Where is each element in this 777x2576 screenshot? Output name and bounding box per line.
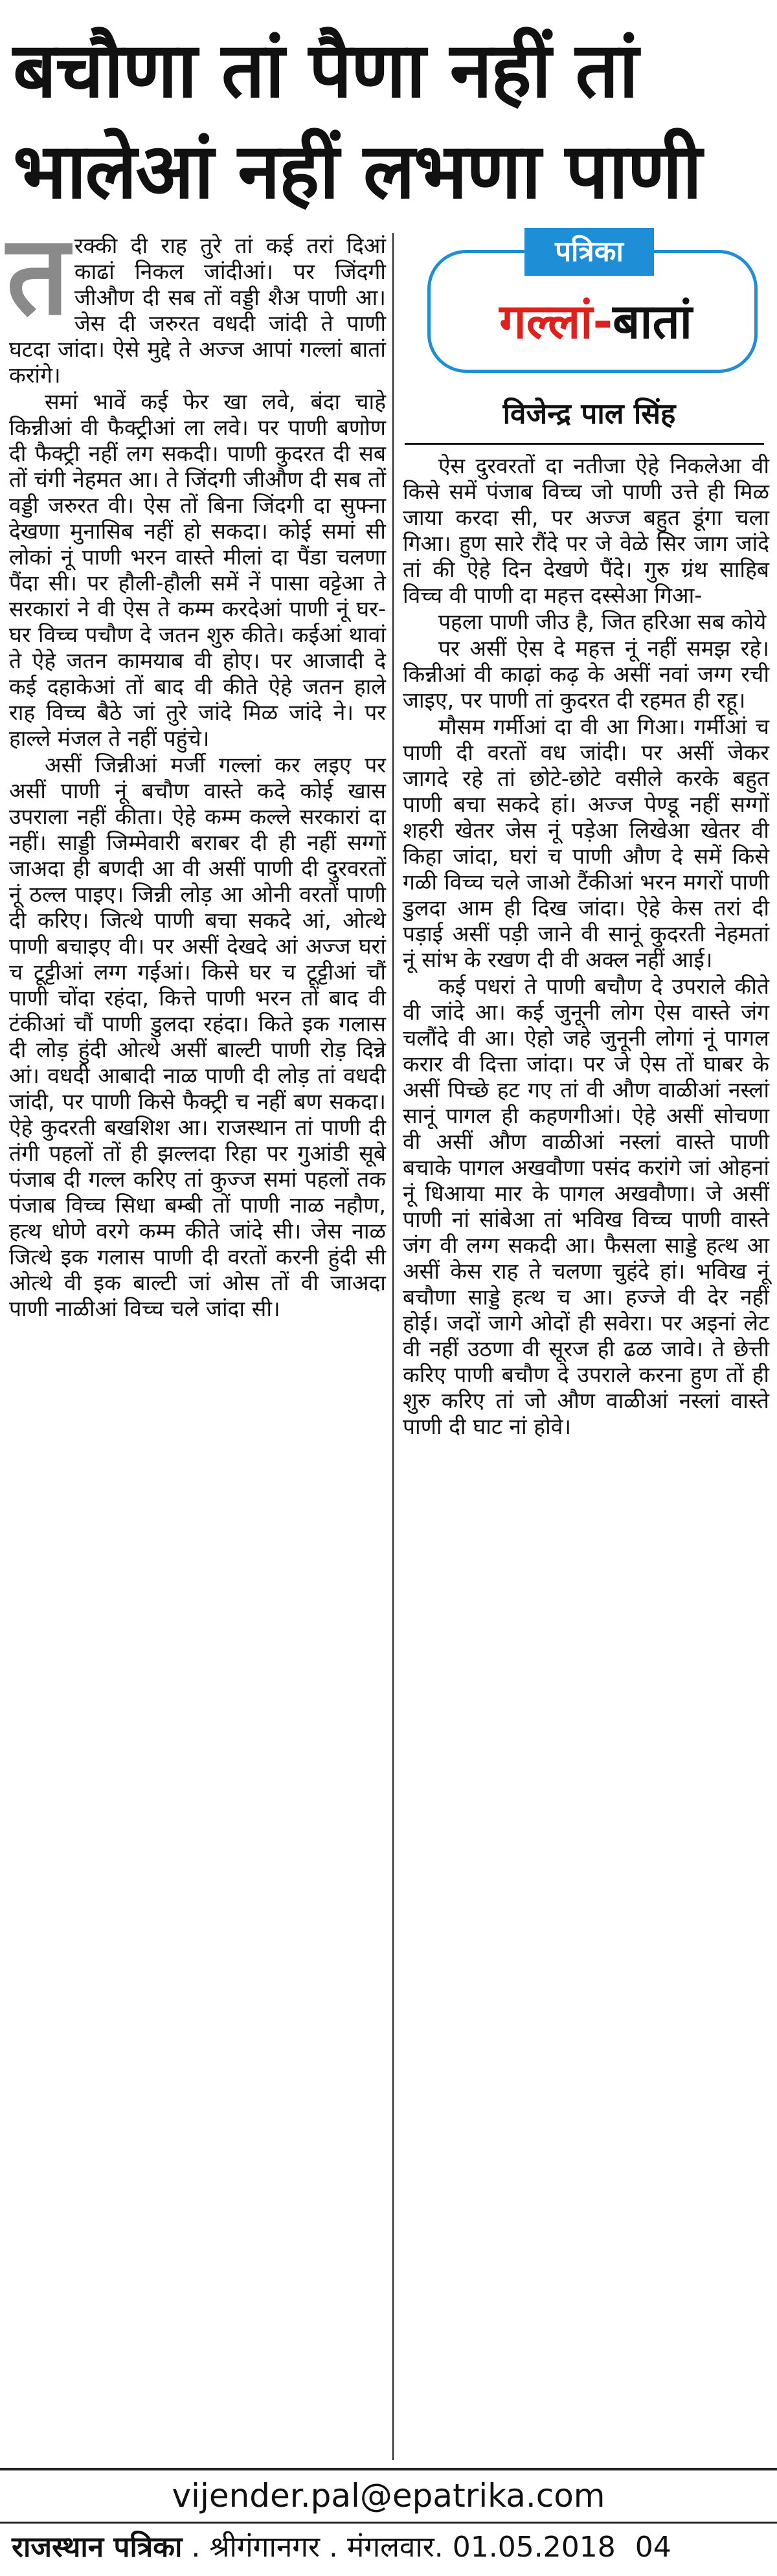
article-column-left [6, 212, 386, 1322]
footer-day: मंगलवार [347, 2531, 434, 2564]
footer-divider-bottom [0, 2522, 777, 2524]
footer-separator: . [320, 2531, 348, 2564]
article-column-right [403, 453, 769, 1440]
article-paragraph: मौसम गर्मीआं दा वी आ गिआ। गर्मीआं च पाणी दी वरतों वध जांदी। पर असीं जेकर जागदे रहे तां छोटे-छोटे वसीले करके बहुत पाणी बचा सकदे हां। अज्ज पेण्डू नहीं सग्गों शहरी खेतर जेस नूं पड़ेआ लिखेआ खेतर वी किहा जांदा, घरां च पाणी औण दे समें किसे गळी विच्च चले जाओ टैंकीआं भरन मगरों पाणी डुलदा आम ही दिख जांदा। ऐहे केस तरां दी पड़ाई असीं पड़ी जाने वी सानूं कुदरती नेहमतां नूं सांभ के रखण दी वी अक्ल नहीं आई। [403, 714, 769, 972]
article-paragraph: कई पधरां ते पाणी बचौण दे उपराले कीते वी जांदे आ। कई जुनूनी लोग ऐस वास्ते जंग चलौंदे वी आ। ऐहो जहे जुनूनी लोगां नूं पागल करार वी दित्ता जांदा। पर जे ऐस तों घाबर के असीं पिच्छे हट गए तां वी औण वाळीआं नस्लां सानूं पागल ही कहणगीआं। ऐहे असीं सोचणा वी असीं औण वाळीआं नस्लां वास्ते पाणी बचाके पागल अखवौणा पसंद करांगे जां ओहनां नूं धिआया मार के पागल अखवौणा। जे असीं पाणी नां सांबेआ तां भविख विच्च पाणी वास्ते जंग वी लग्ग सकदी आ। फैसला साड्डे हत्थ आ असीं केस राह ते चलणा चुहंदे हां। भविख नूं बचौणा साड्डे हत्थ च आ। हज्जे वी देर नहीं होई। जदों जागे ओदों ही सवेरा। पर अइनां लेट वी नहीं उठणा वी सूरज ही ढळ जावे। ते छेत्ती करिए पाणी बचौण दे उपराले करना हुण तों ही शुरु करिए तां जो औण वाळीआं नस्लां वास्ते पाणी दी घाट नां होवे। [403, 974, 769, 1439]
paragraph-text: रक्की दी राह तुरे तां कई तरां दिआं काढां निकल जांदीआं। पर जिंदगी जीऔण दी सब तों वड्डी शैअ पाणी आ। जेस दी जरुरत वधदी जांदी ते पाणी घटदा जांदा। ऐसे मुद्दे ते अज्ज आपां गल्लां बातां करांगे। [9, 233, 386, 388]
byline-divider [405, 443, 764, 445]
publication-name: राजस्थान पत्रिका [12, 2531, 183, 2564]
column-logo-name [453, 293, 738, 351]
drop-cap: त [6, 212, 69, 340]
page-number: 04 [635, 2531, 671, 2564]
column-name-part-2: बातां [613, 294, 692, 350]
footer-separator: . [434, 2531, 453, 2564]
page-footer [12, 2525, 765, 2570]
byline: विजेन्द्र पाल सिंह [502, 398, 676, 431]
column-logo-tab: पत्रिका [524, 228, 654, 276]
column-name-part-1: गल्लां [499, 294, 593, 350]
article-paragraph: असीं जिन्नीआं मर्जी गल्लां कर लइए पर असीं पाणी नूं बचौण वास्ते कदे कोई खास उपराला नहीं कीता। ऐहे कम्म कल्ले सरकारां दा नहीं। साड्डी जिम्मेवारी बराबर दी ही नहीं सग्गों जाअदा ही बणदी आ वी असीं पाणी दी दुरवरतों नूं ठल्ल पाइए। जिन्नी लोड़ आ ओनी वरतों पाणी दी करिए। जित्थे पाणी बचा सकदे आं, ओत्थे पाणी बचाइए वी। पर असीं देखदे आं अज्ज घरां च टूट्टीआं लग्ग गईआं। किसे घर च टूट्टीआं चौं पाणी चोंदा रहंदा, कित्ते पाणी भरन तों बाद वी टंकीआं चौं पाणी डुलदा रहंदा। किते इक गलास दी लोड़ हुंदी ओत्थे असीं बाल्टी पाणी रोड़ दिन्ने आं। वधदी आबादी नाळ पाणी दी लोड़ तां वधदी जांदी, पर पाणी किसे फैक्ट्री च नहीं बण सकदा। ऐहे कुदरती बखशिश आ। राजस्थान तां पाणी दी तंगी पहलों तों ही झल्लदा रिहा पर गुआंडी सूबे पंजाब दी गल्ल करिए तां कुज्ज समां पहलों तक पंजाब विच्च सिधा बम्बी तों पाणी नाळ नहौण, हत्थ धोणे वरगे कम्म कीते जांदे सी। जेस नाळ जित्थे इक गलास पाणी दी वरतों करनी हुंदी सी ओत्थे वी इक बाल्टी जां ओस तों वी जाअदा पाणी नाळीआं विच्च चले जांदा सी। [9, 752, 386, 1321]
headline-line-2: भालेआं नहीं लभणा पाणी [13, 126, 701, 216]
article-paragraph: ऐस दुरवरतों दा नतीजा ऐहे निकलेआ वी किसे समें पंजाब विच्च जो पाणी उत्ते ही मिळ जाया करदा सी, पर अज्ज बहुत डूंगा चला गिआ। हुण सारे रौंदे पर जे वेळे सिर जाग जांदे तां की ऐहे दिन देखणे पैंदे। गुरु ग्रंथ साहिब विच्च वी पाणी दा महत्त दस्सेआ गिआ- [403, 453, 769, 608]
author-email: vijender.pal@epatrika.com [172, 2477, 605, 2514]
column-logo [427, 228, 764, 375]
footer-separator: . [182, 2531, 210, 2564]
article-paragraph [6, 212, 386, 388]
column-name-separator: - [592, 294, 613, 350]
footer-date: 01.05.2018 [452, 2531, 616, 2564]
footer-city: श्रीगंगानगर [209, 2531, 321, 2564]
headline-line-1: बचौणा तां पैणा नहीं तां [13, 25, 638, 115]
column-divider [392, 233, 394, 2460]
footer-divider-top [0, 2468, 777, 2470]
scripture-quote: पहला पाणी जीउ है, जित हरिआ सब कोये [438, 609, 767, 634]
headline [13, 19, 764, 221]
article-paragraph: पर असीं ऐस दे महत्त नूं नहीं समझ रहे। किन्नीआं वी काढ़ां कढ़ के असीं नवां जग्ग रची जाइए, पर पाणी तां कुदरत दी रहमत ही रहू। [403, 636, 769, 713]
article-paragraph: समां भावें कई फेर खा लवे, बंदा चाहे किन्नीआं वी फैक्ट्रीआं ला लवे। पर पाणी बणोण दी फैक्ट्री नहीं लग सकदी। पाणी कुदरत दी सब तों चंगी नेहमत आ। ते जिंदगी जीऔण दी सब तों वड्डी जरुरत वी। ऐस तों बिना जिंदगी दा सुफ्ना देखणा मुनासिब नहीं हो सकदा। कोई समां सी लोकां नूं पाणी भरन वास्ते मीलां दा पैंडा चलणा पैंदा सी। पर हौली-हौली समें नें पासा वट्टेआ ते सरकारां ने वी ऐस ते कम्म करदेआं पाणी नूं घर-घर विच्च पचौण दे जतन शुरु कीते। कईआं थावां ते ऐहे जतन कामयाब वी होए। पर आजादी दे कई दहाकेआं तों बाद वी कीते ऐहे जतन हाले राह विच्च बैठे जां तुरे जांदे मिळ जांदे ने। पर हाल्ले मंजल ते नहीं पहुंचे। [9, 389, 386, 751]
